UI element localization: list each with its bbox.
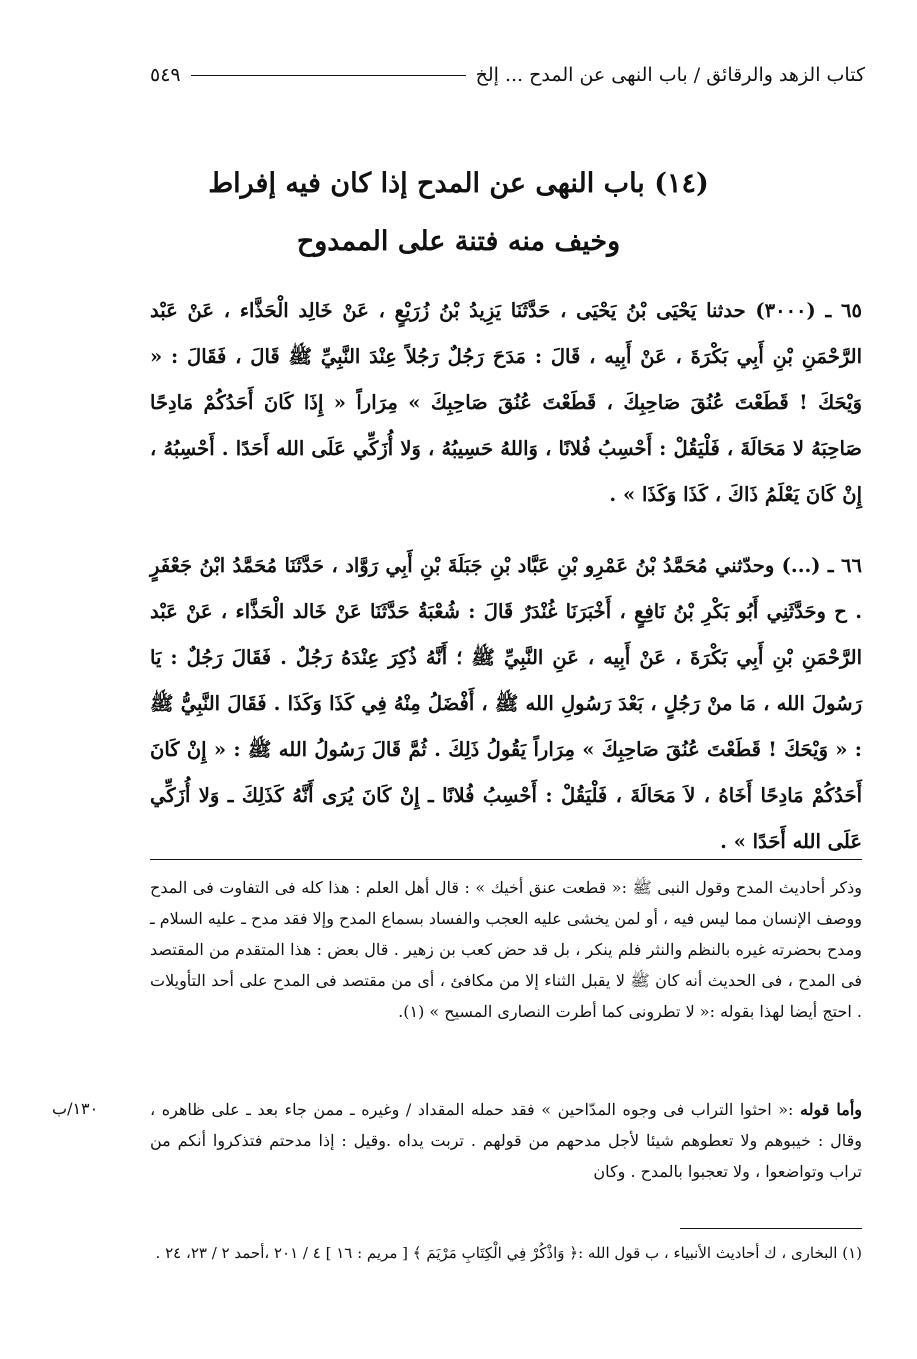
hadith-66: ٦٦ ـ (...) وحدّثني مُحَمَّدُ بْنُ عَمْرِو بْنِ عَبَّاد بْنِ جَبَلَةَ بْنِ أَبِي رَوَّاد ، حَدَّثَنَا مُحَمَّدُ ابْنُ جَعْفَرٍ . ح وحَدَّثَنِي أَبُو بَكْرِ بْنُ نَافِعٍ ، أَخْبَرَنَا غُنْدَرٌ قَالَ : شُعْبَةُ حَدَّثَنَا عَنْ خَالد الْحَذَّاء ، عَنْ عَبْد الرَّحْمَنِ بْنِ أَبِي بَكْرَةَ ، عَنْ أَبِيه ، عَنِ النَّبِيِّ ﷺ ؛ أَنَّهُ ذُكِرَ عِنْدَهُ رَجُلٌ . فَقَالَ رَجُلٌ : يَا رَسُولَ الله ، مَا منْ رَجُلٍ ، بَعْدَ رَسُولِ الله ﷺ ، أَفْضَلُ مِنْهُ فِي كَذَا وَكَذَا . فَقَالَ النَّبِيُّ ﷺ : « وَيْحَكَ ! قَطَعْتَ عُنُقَ صَاحِبِكَ » مِرَاراً يَقُولُ ذَلِكَ . ثُمَّ قَالَ رَسُولُ الله ﷺ : « إِنْ كَانَ أَحَدُكُمْ مَادِحًا أَخَاهُ ، لاَ مَحَالَةَ ، فَلْيَقُلْ : أَحْسِبُ فُلانًا ـ إِنْ كَانَ يُرَى أَنَّهُ كَذَلِكَ ـ وَلا أُزَكِّي عَلَى الله أَحَدًا » . xyxy=(150,554,862,853)
footnote-divider xyxy=(680,1228,862,1229)
commentary-paragraph-2 xyxy=(150,1094,862,1187)
footnote: (١) البخارى ، ك أحاديث الأنبياء ، ب قول الله :﴿ وَاذْكُرْ فِي الْكِتَابِ مَرْيَمَ ﴾ [ مريم : ١٦ ] ٤ / ٢٠١ ،أحمد ٢ / ٢٣، ٢٤ . xyxy=(155,1244,862,1262)
commentary-paragraph-1: وذكر أحاديث المدح وقول النبى ﷺ :« قطعت عنق أخيك » : قال أهل العلم : هذا كله فى التفاوت فى المدح ووصف الإنسان مما ليس فيه ، أو لمن يخشى عليه العجب والفساد بسماع المدح وإلا فقد مدح ـ عليه السلام ـ ومدح بحضرته غيره بالنظم والنثر فلم ينكر ، بل قد حض كعب بن زهير . قال بعض : هذا المتقدم من المقتصد فى المدح ، فى الحديث أنه كان ﷺ لا يقبل الثناء إلا من مكافئ ، أى من مقتصد فى المدح على أحد التأويلات . احتج أيضا لهذا بقوله :« لا تطرونى كما أطرت النصارى المسيح » (١). xyxy=(150,878,863,1021)
manuscript-folio-ref: ١٣٠/ب xyxy=(52,1099,99,1118)
text-commentary-divider xyxy=(150,859,862,860)
hadith-65: ٦٥ ـ (٣٠٠٠) حدثنا يَحْيَى بْنُ يَحْيَى ، حَدَّثَنَا يَزِيدُ بْنُ زُرَيْعٍ ، عَنْ خَالِد الْحَذَّاء ، عَنْ عَبْد الرَّحْمَنِ بْنِ أَبِي بَكْرَةَ ، عَنْ أَبِيه ، قَالَ : مَدَحَ رَجُلٌ رَجُلاً عِنْدَ النَّبِيِّ ﷺ قَالَ ، فَقَالَ : « وَيْحَكَ ! قَطَعْتَ عُنُقَ صَاحِبِكَ ، قَطَعْتَ عُنُقَ صَاحِبِكَ » مِرَاراً « إِذَا كَانَ أَحَدُكُمْ مَادِحًا صَاحِبَهُ لا مَحَالَةَ ، فَلْيَقُلْ : أَحْسِبُ فُلانًا ، وَاللهُ حَسِيبُهُ ، وَلا أُزَكِّي عَلَى الله أَحَدًا . أَحْسِبُهُ ، إِنْ كَانَ يَعْلَمُ ذَاكَ ، كَذَا وَكَذَا » . xyxy=(150,299,862,506)
chapter-title-line-2: وخيف منه فتنة على الممدوح xyxy=(296,226,621,257)
header-rule xyxy=(191,75,466,76)
commentary-lead-word: وأما قوله xyxy=(799,1100,862,1119)
page-number: ٥٤٩ xyxy=(150,64,181,86)
running-header xyxy=(150,58,865,92)
commentary-text: :« احثوا التراب فى وجوه المدّاحين » فقد حمله المقداد / وغيره ـ ممن جاء بعد ـ على ظاهره ، وقال : خيبوهم ولا تعطوهم شيئا لأجل مدحهم من قولهم . تربت يداه .وقيل : إذا مدحتم فتذكروا أنكم من تراب وتواضعوا ، ولا تعجبوا بالمدح . وكان xyxy=(150,1100,863,1181)
header-title: كتاب الزهد والرقائق / باب النهى عن المدح ... إلخ xyxy=(475,64,865,86)
chapter-title-line-1: (١٤) باب النهى عن المدح إذا كان فيه إفراط xyxy=(208,168,709,199)
